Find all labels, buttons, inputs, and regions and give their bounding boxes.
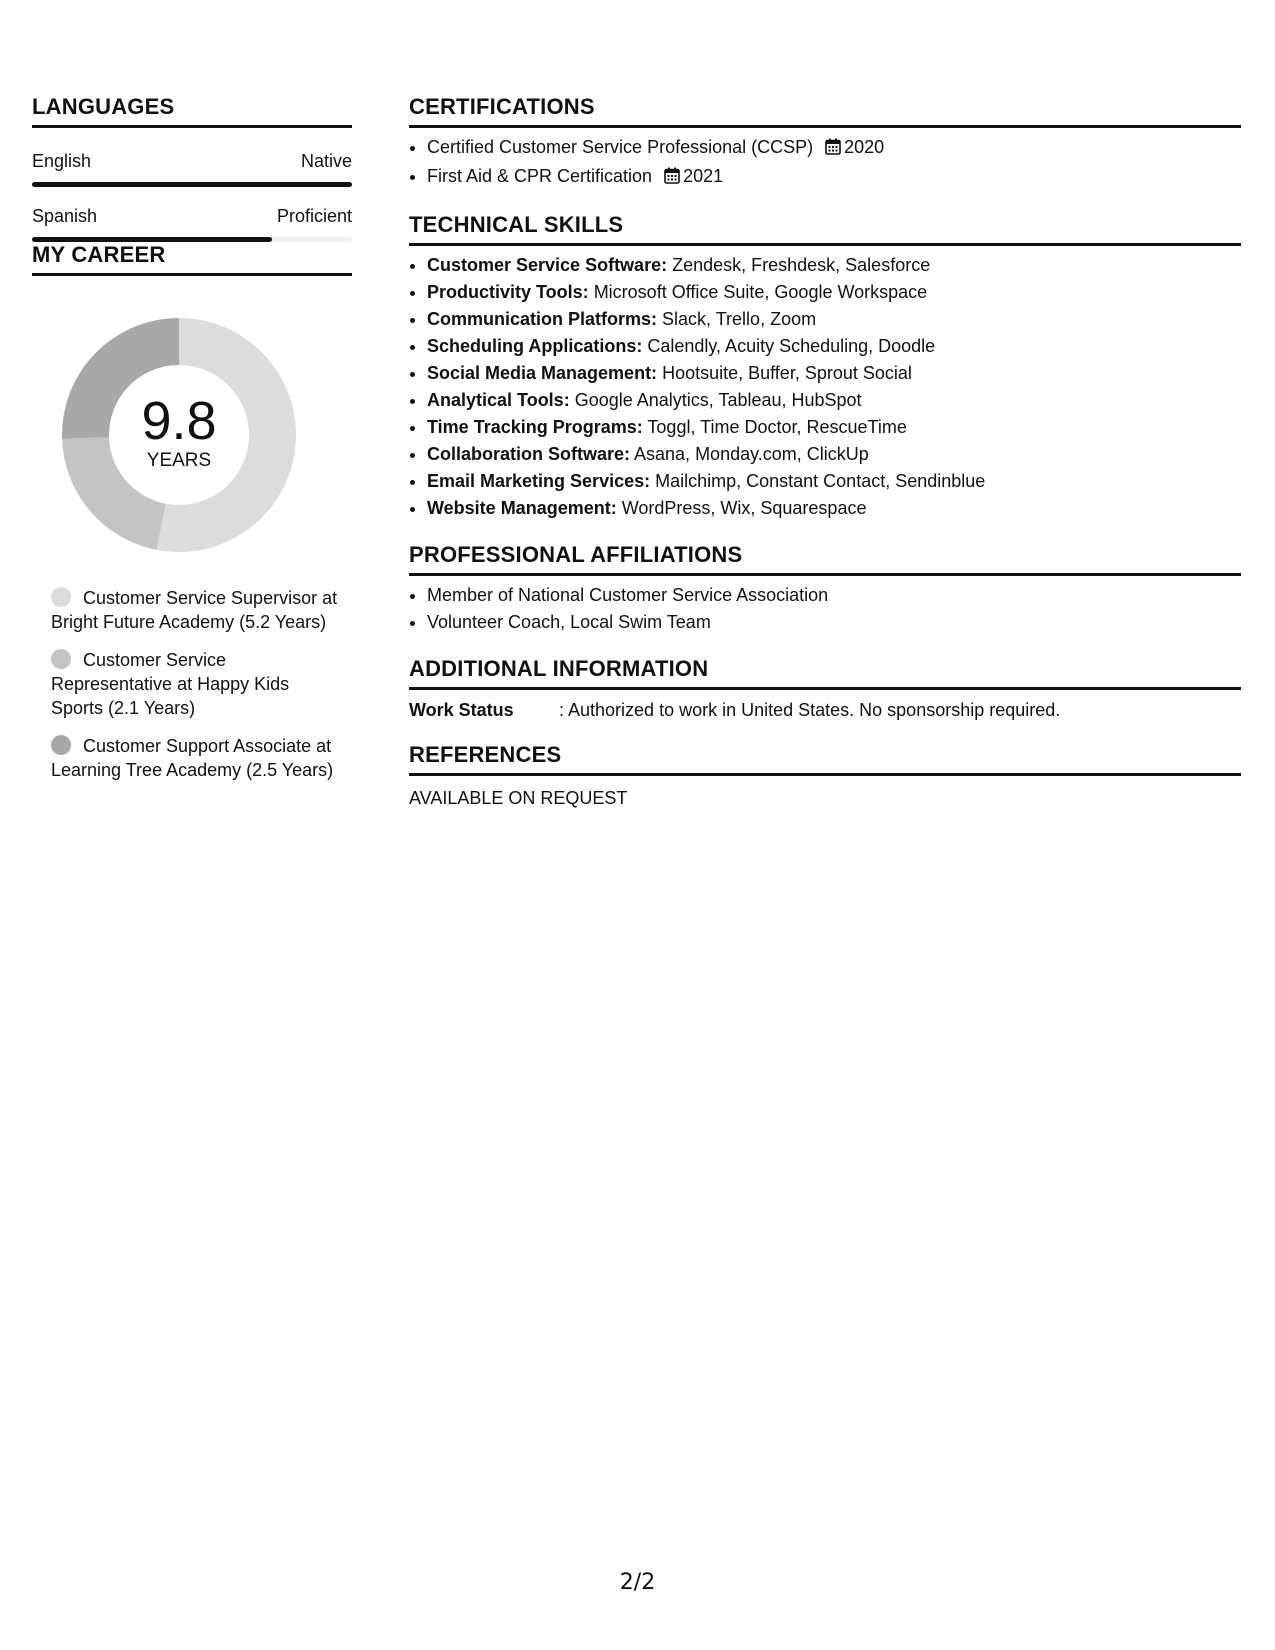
language-name: Spanish	[32, 206, 98, 226]
certifications-list	[409, 134, 1241, 192]
language-name: English	[32, 151, 92, 171]
page-number: 2/2	[619, 1570, 656, 1595]
language-level: Native	[300, 151, 352, 171]
certification-year: 2021	[683, 166, 724, 186]
skill-item	[427, 414, 1241, 441]
career-legend-label: Customer Support Associate at Learning Tree Academy (2.5 Years)	[51, 736, 334, 780]
references-section	[409, 742, 1241, 810]
skill-label: Email Marketing Services:	[427, 471, 651, 491]
language-proficiency-fill	[32, 237, 272, 242]
skill-item	[427, 333, 1241, 360]
skill-value: Zendesk, Freshdesk, Salesforce	[667, 255, 931, 275]
skill-item	[427, 279, 1241, 306]
skill-label: Communication Platforms:	[427, 309, 658, 329]
skill-label: Analytical Tools:	[427, 390, 570, 410]
skill-value: WordPress, Wix, Squarespace	[616, 498, 867, 518]
skill-value: Microsoft Office Suite, Google Workspace	[588, 282, 928, 302]
technical-skills-list	[409, 252, 1241, 522]
skill-label: Time Tracking Programs:	[427, 417, 643, 437]
skill-item	[427, 306, 1241, 333]
skill-value: Slack, Trello, Zoom	[657, 309, 817, 329]
skill-value: Google Analytics, Tableau, HubSpot	[569, 390, 862, 410]
affiliations-list	[409, 582, 1241, 636]
skill-label: Productivity Tools:	[427, 282, 589, 302]
left-column	[32, 94, 352, 796]
skill-value: Hootsuite, Buffer, Sprout Social	[657, 363, 912, 383]
skill-item	[427, 387, 1241, 414]
skill-item	[427, 441, 1241, 468]
calendar-icon	[825, 136, 841, 163]
certification-year: 2020	[844, 137, 885, 157]
work-status-value: : Authorized to work in United States. No sponsorship required.	[559, 700, 1061, 720]
skill-label: Collaboration Software:	[427, 444, 631, 464]
technical-skills-section	[409, 212, 1241, 522]
skill-item	[427, 495, 1241, 522]
calendar-icon	[664, 165, 680, 192]
career-donut-chart	[54, 310, 304, 560]
skill-item	[427, 468, 1241, 495]
career-total-unit: YEARS	[146, 450, 212, 471]
skill-label: Scheduling Applications:	[427, 336, 643, 356]
skill-item	[427, 252, 1241, 279]
legend-dot-icon	[51, 735, 71, 755]
additional-info-heading: ADDITIONAL INFORMATION	[409, 656, 1241, 690]
certification-name: Certified Customer Service Professional (CCSP)	[427, 137, 814, 157]
affiliation-item: • Member of National Customer Service Association	[427, 582, 1241, 609]
skill-value: Toggl, Time Doctor, RescueTime	[642, 417, 907, 437]
references-heading: REFERENCES	[409, 742, 1241, 776]
certification-name: First Aid & CPR Certification	[427, 166, 653, 186]
skill-label: Customer Service Software:	[427, 255, 668, 275]
language-proficiency-fill	[32, 182, 352, 187]
work-status-label: Work Status	[409, 700, 514, 720]
additional-info-section	[409, 656, 1241, 722]
skill-value: Asana, Monday.com, ClickUp	[630, 444, 869, 464]
skill-label: Social Media Management:	[427, 363, 658, 383]
career-legend-label: Customer Service Representative at Happy Kids Sports (2.1 Years)	[51, 650, 290, 718]
career-legend	[51, 586, 341, 782]
legend-dot-icon	[51, 649, 71, 669]
affiliations-heading: PROFESSIONAL AFFILIATIONS	[409, 542, 1241, 576]
certifications-heading: CERTIFICATIONS	[409, 94, 1241, 128]
career-legend-item	[51, 586, 341, 634]
certification-item	[427, 163, 1241, 192]
right-column	[409, 94, 1241, 810]
legend-dot-icon	[51, 587, 71, 607]
skill-value: Calendly, Acuity Scheduling, Doodle	[642, 336, 936, 356]
career-heading: MY CAREER	[32, 242, 352, 276]
skill-value: Mailchimp, Constant Contact, Sendinblue	[650, 471, 986, 491]
career-total-years: 9.8	[141, 391, 217, 451]
career-legend-item	[51, 734, 341, 782]
technical-skills-heading: TECHNICAL SKILLS	[409, 212, 1241, 246]
affiliations-section	[409, 542, 1241, 636]
career-legend-label: Customer Service Supervisor at Bright Future Academy (5.2 Years)	[51, 588, 338, 632]
language-proficiency-bar	[32, 182, 352, 187]
language-item	[32, 150, 352, 187]
work-status-row	[409, 698, 1241, 722]
skill-item	[427, 360, 1241, 387]
languages-heading: LANGUAGES	[32, 94, 352, 128]
certification-item	[427, 134, 1241, 163]
affiliation-item: • Volunteer Coach, Local Swim Team	[427, 609, 1241, 636]
language-proficiency-bar	[32, 237, 352, 242]
career-legend-item	[51, 648, 341, 720]
skill-label: Website Management:	[427, 498, 617, 518]
language-level: Proficient	[276, 206, 352, 226]
language-item	[32, 205, 352, 242]
references-text: AVAILABLE ON REQUEST	[409, 788, 628, 808]
